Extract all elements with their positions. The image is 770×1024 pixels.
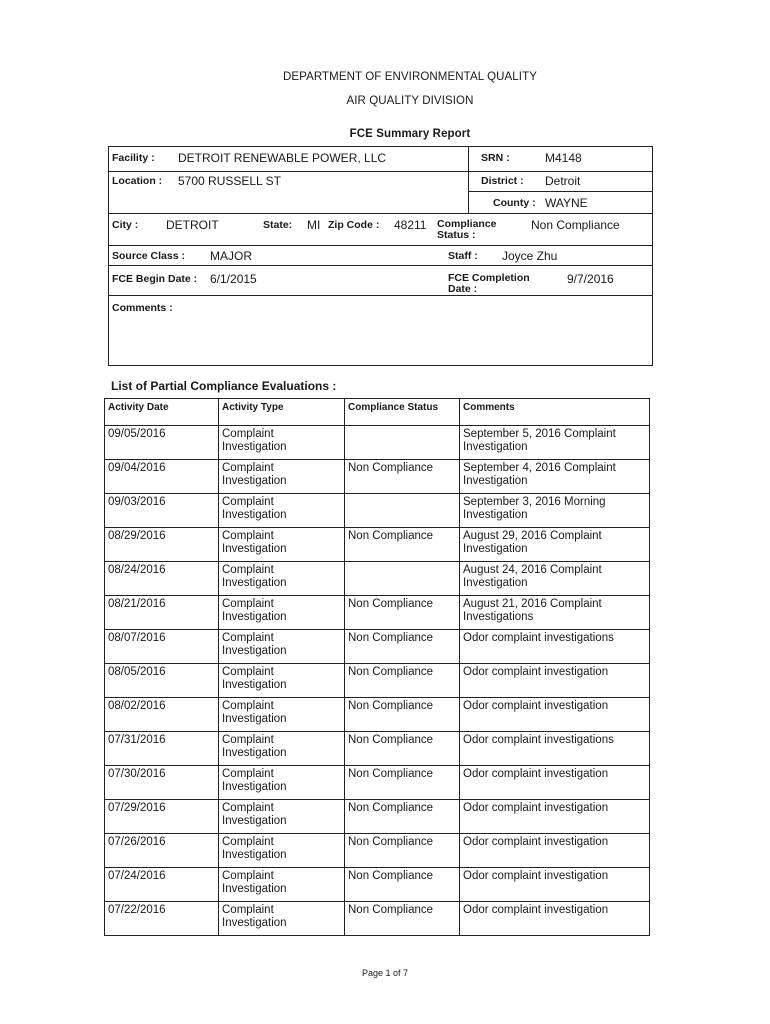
table-row <box>105 800 650 834</box>
table-row <box>105 664 650 698</box>
table-row <box>105 630 650 664</box>
cell-activity-date: 08/05/2016 <box>105 664 219 698</box>
cell-compliance-status: Non Compliance <box>345 766 460 800</box>
cell-activity-date: 07/26/2016 <box>105 834 219 868</box>
report-title: FCE Summary Report <box>349 128 471 140</box>
state-label: State: <box>263 219 293 231</box>
cell-activity-type: Complaint Investigation <box>219 766 345 800</box>
staff-label: Staff : <box>448 250 478 262</box>
cell-comments: Odor complaint investigation <box>460 834 650 868</box>
division-heading: AIR QUALITY DIVISION <box>346 95 474 107</box>
cell-compliance-status: Non Compliance <box>345 868 460 902</box>
cell-compliance-status <box>345 494 460 528</box>
cell-comments: August 29, 2016 Complaint Investigation <box>460 528 650 562</box>
cell-comments: Odor complaint investigations <box>460 630 650 664</box>
cell-activity-date: 07/24/2016 <box>105 868 219 902</box>
cell-activity-date: 07/30/2016 <box>105 766 219 800</box>
facility-summary-box <box>108 146 653 366</box>
cell-activity-date: 08/02/2016 <box>105 698 219 732</box>
cell-comments: Odor complaint investigations <box>460 732 650 766</box>
zip-value: 48211 <box>394 218 427 232</box>
location-value: 5700 RUSSELL ST <box>178 174 281 188</box>
pce-table <box>104 398 650 936</box>
page-number: Page 1 of 7 <box>361 968 409 978</box>
staff-value: Joyce Zhu <box>502 249 558 263</box>
cell-comments: August 21, 2016 Complaint Investigations <box>460 596 650 630</box>
fce-begin-date-label: FCE Begin Date : <box>112 273 198 285</box>
table-row <box>105 902 650 936</box>
cell-activity-type: Complaint Investigation <box>219 562 345 596</box>
cell-activity-date: 09/04/2016 <box>105 460 219 494</box>
cell-activity-date: 08/07/2016 <box>105 630 219 664</box>
cell-comments: September 5, 2016 Complaint Investigation <box>460 426 650 460</box>
table-header-row <box>105 399 650 426</box>
cell-compliance-status: Non Compliance <box>345 528 460 562</box>
location-label: Location : <box>112 175 163 187</box>
cell-comments: August 24, 2016 Complaint Investigation <box>460 562 650 596</box>
cell-activity-date: 09/05/2016 <box>105 426 219 460</box>
source-class-label: Source Class : <box>112 250 185 262</box>
cell-activity-type: Complaint Investigation <box>219 902 345 936</box>
table-row <box>105 528 650 562</box>
srn-value: M4148 <box>545 151 582 165</box>
district-value: Detroit <box>545 174 581 188</box>
cell-activity-date: 08/24/2016 <box>105 562 219 596</box>
department-heading: DEPARTMENT OF ENVIRONMENTAL QUALITY <box>283 71 537 83</box>
cell-activity-type: Complaint Investigation <box>219 460 345 494</box>
cell-activity-type: Complaint Investigation <box>219 732 345 766</box>
column-header-activity-type: Activity Type <box>219 399 345 426</box>
fce-completion-date-label: FCE Completion Date : <box>448 272 530 295</box>
column-header-activity-date: Activity Date <box>105 399 219 426</box>
cell-comments: Odor complaint investigation <box>460 800 650 834</box>
source-class-value: MAJOR <box>210 249 252 263</box>
cell-activity-type: Complaint Investigation <box>219 664 345 698</box>
srn-label: SRN : <box>481 152 510 164</box>
state-value: MI <box>307 218 321 232</box>
table-row <box>105 460 650 494</box>
cell-activity-type: Complaint Investigation <box>219 630 345 664</box>
compliance-status-value: Non Compliance <box>531 218 620 232</box>
fce-begin-date-value: 6/1/2015 <box>210 272 257 286</box>
facility-value: DETROIT RENEWABLE POWER, LLC <box>178 151 387 165</box>
column-header-compliance-status: Compliance Status <box>345 399 460 426</box>
table-row <box>105 596 650 630</box>
fce-completion-date-value: 9/7/2016 <box>567 272 614 286</box>
table-row <box>105 868 650 902</box>
cell-compliance-status: Non Compliance <box>345 800 460 834</box>
cell-activity-type: Complaint Investigation <box>219 834 345 868</box>
cell-comments: Odor complaint investigation <box>460 766 650 800</box>
cell-activity-type: Complaint Investigation <box>219 698 345 732</box>
cell-compliance-status: Non Compliance <box>345 460 460 494</box>
table-row <box>105 562 650 596</box>
table-row <box>105 834 650 868</box>
cell-compliance-status: Non Compliance <box>345 698 460 732</box>
table-row <box>105 698 650 732</box>
cell-activity-date: 09/03/2016 <box>105 494 219 528</box>
table-row <box>105 426 650 460</box>
cell-activity-type: Complaint Investigation <box>219 494 345 528</box>
cell-activity-type: Complaint Investigation <box>219 596 345 630</box>
comments-label: Comments : <box>112 302 173 314</box>
district-label: District : <box>481 175 524 187</box>
cell-compliance-status <box>345 562 460 596</box>
cell-activity-date: 07/31/2016 <box>105 732 219 766</box>
cell-activity-date: 07/22/2016 <box>105 902 219 936</box>
cell-activity-type: Complaint Investigation <box>219 868 345 902</box>
cell-activity-type: Complaint Investigation <box>219 800 345 834</box>
compliance-status-label: Compliance Status : <box>437 218 497 241</box>
column-header-comments: Comments <box>460 399 650 426</box>
cell-comments: Odor complaint investigation <box>460 868 650 902</box>
cell-comments: September 4, 2016 Complaint Investigation <box>460 460 650 494</box>
cell-activity-type: Complaint Investigation <box>219 426 345 460</box>
cell-comments: Odor complaint investigation <box>460 902 650 936</box>
table-row <box>105 494 650 528</box>
cell-compliance-status: Non Compliance <box>345 834 460 868</box>
table-row <box>105 732 650 766</box>
cell-compliance-status: Non Compliance <box>345 732 460 766</box>
cell-activity-date: 08/21/2016 <box>105 596 219 630</box>
pce-list-title: List of Partial Compliance Evaluations : <box>111 379 337 393</box>
county-label: County : <box>493 197 536 209</box>
cell-comments: September 3, 2016 Morning Investigation <box>460 494 650 528</box>
cell-activity-date: 07/29/2016 <box>105 800 219 834</box>
zip-label: Zip Code : <box>328 219 380 231</box>
county-value: WAYNE <box>545 196 588 210</box>
facility-label: Facility : <box>112 152 155 164</box>
cell-compliance-status <box>345 426 460 460</box>
cell-activity-type: Complaint Investigation <box>219 528 345 562</box>
cell-comments: Odor complaint investigation <box>460 698 650 732</box>
cell-compliance-status: Non Compliance <box>345 664 460 698</box>
table-row <box>105 766 650 800</box>
cell-activity-date: 08/29/2016 <box>105 528 219 562</box>
city-value: DETROIT <box>166 218 219 232</box>
cell-compliance-status: Non Compliance <box>345 902 460 936</box>
city-label: City : <box>112 219 139 231</box>
cell-compliance-status: Non Compliance <box>345 596 460 630</box>
cell-comments: Odor complaint investigation <box>460 664 650 698</box>
cell-compliance-status: Non Compliance <box>345 630 460 664</box>
